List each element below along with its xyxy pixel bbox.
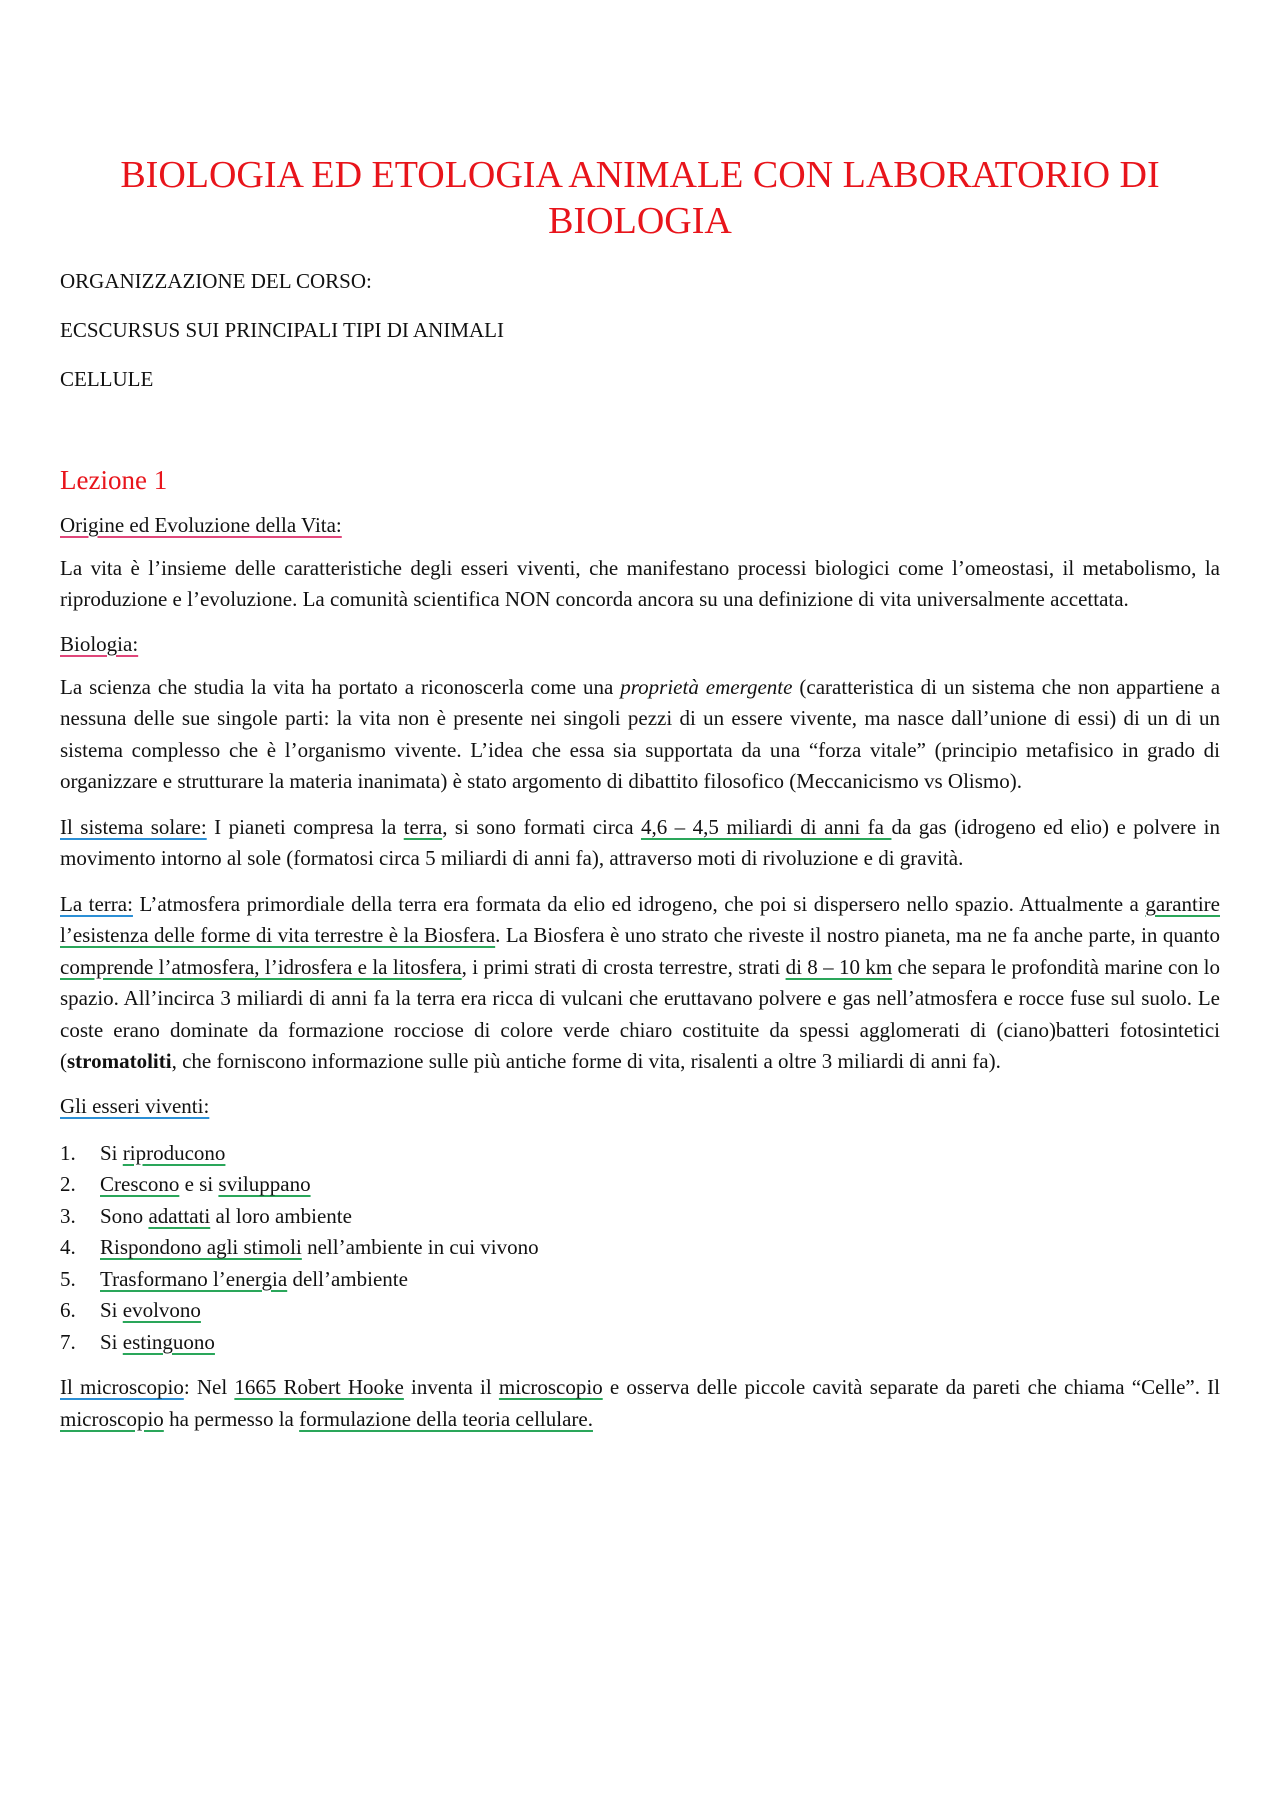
underlined-term: Trasformano l’energia [100, 1266, 288, 1291]
text-span: Si [100, 1140, 123, 1165]
text-span: e osserva delle piccole cavità separate da pareti che chiama “Celle”. Il [602, 1375, 1221, 1400]
text-span: e si [179, 1172, 219, 1197]
list-number: 2. [60, 1172, 76, 1197]
list-number: 4. [60, 1235, 76, 1260]
origin-paragraph: La vita è l’insieme delle caratteristiche degli esseri viventi, che manifestano processi biologici come l’omeostasi, il metabolismo, la riproduzione e l’evoluzione. La comunità scientifica NON concorda ancora su una definizione di vita universalmente accettata. [60, 555, 1220, 612]
stromatoliti-term: stromatoliti [67, 1049, 172, 1074]
text-span: : Nel [183, 1375, 235, 1400]
biology-heading-text: Biologia: [60, 631, 139, 656]
text-span: , si sono formati circa [442, 814, 641, 839]
underlined-term: riproducono [122, 1140, 226, 1165]
list-item [60, 1327, 1220, 1359]
text-span: . La Biosfera è uno strato che riveste il nostro pianeta, ma ne fa anche parte, in quanto [495, 923, 1220, 948]
text-span: inventa il [403, 1375, 499, 1400]
list-number: 3. [60, 1203, 76, 1228]
list-number: 6. [60, 1298, 76, 1323]
text-span: al loro ambiente [210, 1203, 352, 1228]
list-item [60, 1201, 1220, 1233]
underlined-term: formulazione della teoria cellulare. [299, 1406, 593, 1431]
underlined-term: adattati [148, 1203, 211, 1228]
list-item [60, 1264, 1220, 1296]
underlined-term: 4,6 – 4,5 miliardi di anni fa [640, 814, 892, 839]
earth-label: La terra: [60, 891, 133, 916]
origin-heading [60, 511, 1220, 539]
text-span: dell’ambiente [287, 1266, 408, 1291]
text-span: Sono [100, 1203, 149, 1228]
underlined-term: terra [403, 814, 443, 839]
underlined-term: comprende l’atmosfera, l’idrosfera e la litosfera [60, 954, 462, 979]
living-beings-heading [60, 1092, 1220, 1120]
emergent-property-term: proprietà emergente [620, 674, 793, 699]
biology-text-part: (caratteristica di un sistema che non appartiene a nessuna delle sue singole parti: la vita non è presente nei singoli pezzi di un essere vivente, ma nasce dall’unione di essi) di un di un sistema complesso che è l’organismo vivente. L’idea che essa sia supportata da una “forza vitale” (principio metafisico in grado di organizzare e strutturare la materia inanimata) è stato argomento di dibattito filosofico (Meccanicismo vs Olismo). [60, 674, 1221, 794]
biology-paragraph [60, 672, 1220, 798]
underlined-term: evolvono [122, 1298, 201, 1323]
lesson-heading: Lezione 1 [60, 464, 168, 495]
underlined-term: 1665 Robert Hooke [234, 1375, 404, 1400]
microscope-paragraph [60, 1372, 1220, 1435]
text-span: nell’ambiente in cui vivono [301, 1235, 539, 1260]
text-span: da gas (idrogeno ed elio) e polvere in movimento intorno al sole (formatosi circa 5 miliardi di anni fa), attraverso moti di rivoluzione e di gravità. [60, 814, 1221, 871]
biology-text-part: La scienza che studia la vita ha portato a riconoscerla come una [60, 674, 621, 699]
list-item [60, 1295, 1220, 1327]
solar-system-paragraph [60, 812, 1220, 875]
list-number: 1. [60, 1140, 76, 1165]
text-span: I pianeti compresa la [206, 814, 404, 839]
text-span: Si [100, 1329, 123, 1354]
list-item [60, 1169, 1220, 1201]
list-number: 5. [60, 1266, 76, 1291]
course-organization-line: ORGANIZZAZIONE DEL CORSO: [60, 268, 372, 293]
living-beings-heading-text: Gli esseri viventi: [60, 1093, 210, 1118]
solar-system-label: Il sistema solare: [60, 814, 207, 839]
text-span: L’atmosfera primordiale della terra era formata da elio ed idrogeno, che poi si dispersero nello spazio. Attualmente a [132, 891, 1146, 916]
text-span: Si [100, 1298, 123, 1323]
underlined-term: Rispondono agli stimoli [100, 1235, 302, 1260]
biology-heading [60, 630, 1220, 658]
underlined-term: microscopio [498, 1375, 603, 1400]
text-span: che separa le profondità marine con lo spazio. All’incirca 3 miliardi di anni fa la terra era ricca di vulcani che eruttavano polvere e gas nell’atmosfera e rocce fuse sul suolo. Le coste erano dominate da formazione rocciose di colore verde chiaro costituite da spessi agglomerati di (ciano)batteri fotosintetici ( [60, 954, 1221, 1074]
text-span: , che forniscono informazione sulle più antiche forme di vita, risalenti a oltre 3 miliardi di anni fa). [171, 1049, 1001, 1074]
list-item [60, 1232, 1220, 1264]
text-span: , i primi strati di crosta terrestre, strati [461, 954, 786, 979]
origin-heading-text: Origine ed Evoluzione della Vita: [60, 512, 342, 537]
underlined-term: estinguono [122, 1329, 215, 1354]
course-cells-line: CELLULE [60, 366, 154, 391]
underlined-term: di 8 – 10 km [785, 954, 893, 979]
text-span: ha permesso la [163, 1406, 300, 1431]
living-beings-list [60, 1138, 1220, 1359]
document-page [60, 0, 1220, 1435]
earth-paragraph [60, 889, 1220, 1078]
underlined-term: microscopio [60, 1406, 164, 1431]
underlined-term: garantire l’esistenza delle forme di vita terrestre è la Biosfera [60, 891, 1220, 948]
underlined-term: sviluppano [218, 1172, 311, 1197]
underlined-term: Crescono [100, 1172, 180, 1197]
microscope-label: Il microscopio [60, 1375, 184, 1400]
list-item [60, 1138, 1220, 1170]
document-title: BIOLOGIA ED ETOLOGIA ANIMALE CON LABORATORIO DI BIOLOGIA [120, 154, 1160, 243]
list-number: 7. [60, 1329, 76, 1354]
course-excursus-line: ECSCURSUS SUI PRINCIPALI TIPI DI ANIMALI [60, 317, 504, 342]
